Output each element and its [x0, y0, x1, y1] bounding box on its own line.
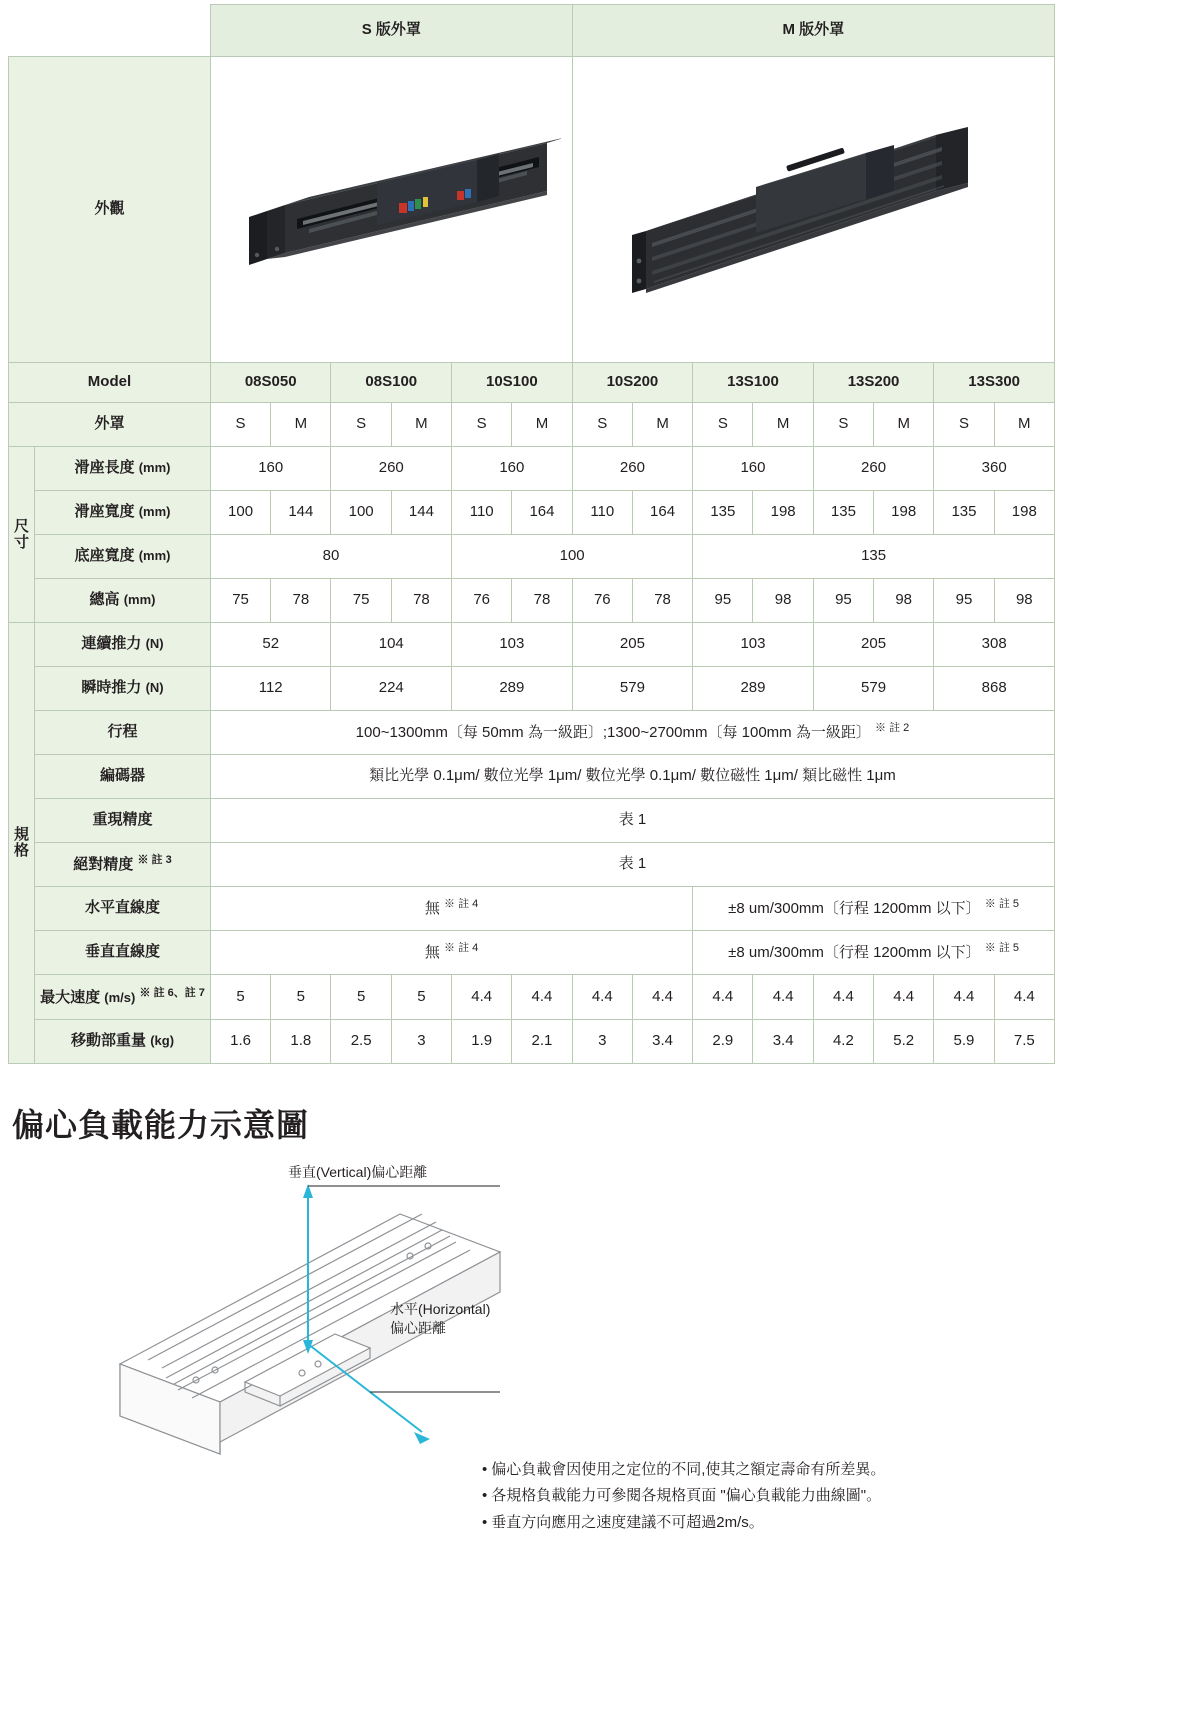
- row-label-cover: 外罩: [9, 403, 211, 447]
- max-speed-5: 4.4: [512, 975, 572, 1020]
- row-label-encoder: 編碼器: [35, 755, 211, 799]
- total-height-row: [9, 579, 1055, 623]
- peak-force-5: 579: [813, 667, 934, 711]
- cover-cell-0: S: [210, 403, 270, 447]
- total-height-3: 78: [391, 579, 451, 623]
- cover-cell-5: M: [512, 403, 572, 447]
- total-height-13: 98: [994, 579, 1054, 623]
- row-label-vertical-straightness: 垂直直線度: [35, 931, 211, 975]
- slider-length-4: 160: [693, 447, 814, 491]
- specification-table: [8, 4, 1055, 1064]
- max-speed-7: 4.4: [632, 975, 692, 1020]
- eccentric-notes: [482, 1457, 885, 1536]
- row-label-total-height: 總高 (mm): [35, 579, 211, 623]
- max-speed-12: 4.4: [934, 975, 994, 1020]
- peak-force-1: 224: [331, 667, 452, 711]
- cover-header-row: [9, 5, 1055, 57]
- total-height-8: 95: [693, 579, 753, 623]
- row-label-moving-mass: 移動部重量 (kg): [35, 1020, 211, 1064]
- row-label-base-width: 底座寬度 (mm): [35, 535, 211, 579]
- slider-width-10: 135: [813, 491, 873, 535]
- slider-width-3: 144: [391, 491, 451, 535]
- max-speed-10: 4.4: [813, 975, 873, 1020]
- slider-length-5: 260: [813, 447, 934, 491]
- horizontal-straightness-row: [9, 887, 1055, 931]
- slider-width-0: 100: [210, 491, 270, 535]
- moving-mass-0: 1.6: [210, 1020, 270, 1064]
- slider-width-1: 144: [271, 491, 331, 535]
- base-width-0: 80: [210, 535, 451, 579]
- max-speed-13: 4.4: [994, 975, 1054, 1020]
- max-speed-row: [9, 975, 1055, 1020]
- total-height-7: 78: [632, 579, 692, 623]
- row-label-peak-force: 瞬時推力 (N): [35, 667, 211, 711]
- vertical-straightness-row: [9, 931, 1055, 975]
- model-13S100: 13S100: [693, 363, 814, 403]
- slider-length-row: [9, 447, 1055, 491]
- eccentric-section-title: 偏心負載能力示意圖: [12, 1107, 310, 1143]
- peak-force-6: 868: [934, 667, 1055, 711]
- max-speed-3: 5: [391, 975, 451, 1020]
- total-height-6: 76: [572, 579, 632, 623]
- max-speed-0: 5: [210, 975, 270, 1020]
- row-label-accuracy: 絕對精度 $^{※ 註 3}$: [35, 843, 211, 887]
- row-label-horizontal-straightness: 水平直線度: [35, 887, 211, 931]
- stroke-value: 100~1300mm〔每 50mm 為一級距〕;1300~2700mm〔每 100mm 為一級距〕 $^{※ 註 2}$: [210, 711, 1054, 755]
- base-width-1: 100: [452, 535, 693, 579]
- cover-cell-11: M: [874, 403, 934, 447]
- encoder-row: [9, 755, 1055, 799]
- header-s-cover: S 版外罩: [210, 5, 572, 57]
- slider-width-2: 100: [331, 491, 391, 535]
- moving-mass-9: 3.4: [753, 1020, 813, 1064]
- repeatability-value: 表 1: [210, 799, 1054, 843]
- slider-width-9: 198: [753, 491, 813, 535]
- encoder-value: 類比光學 0.1μm/ 數位光學 1μm/ 數位光學 0.1μm/ 數位磁性 1μm/ 類比磁性 1μm: [210, 755, 1054, 799]
- slider-length-1: 260: [331, 447, 452, 491]
- max-speed-6: 4.4: [572, 975, 632, 1020]
- peak-force-4: 289: [693, 667, 814, 711]
- slider-width-5: 164: [512, 491, 572, 535]
- model-10S200: 10S200: [572, 363, 693, 403]
- cont-force-5: 205: [813, 623, 934, 667]
- eccentric-load-diagram: [0, 1152, 1179, 1572]
- slider-width-4: 110: [452, 491, 512, 535]
- cont-force-4: 103: [693, 623, 814, 667]
- slider-width-7: 164: [632, 491, 692, 535]
- repeatability-row: [9, 799, 1055, 843]
- cover-cell-3: M: [391, 403, 451, 447]
- cont-force-0: 52: [210, 623, 331, 667]
- total-height-11: 98: [874, 579, 934, 623]
- slider-length-2: 160: [452, 447, 573, 491]
- total-height-0: 75: [210, 579, 270, 623]
- peak-force-3: 579: [572, 667, 693, 711]
- model-08S100: 08S100: [331, 363, 452, 403]
- accuracy-row: [9, 843, 1055, 887]
- eccentric-note-1: • 偏心負載會因使用之定位的不同,使其之額定壽命有所差異。: [482, 1457, 885, 1483]
- max-speed-9: 4.4: [753, 975, 813, 1020]
- horizontal-straightness-right: ±8 um/300mm〔行程 1200mm 以下〕 $^{※ 註 5}$: [693, 887, 1055, 931]
- cont-force-1: 104: [331, 623, 452, 667]
- stroke-row: [9, 711, 1055, 755]
- max-speed-1: 5: [271, 975, 331, 1020]
- cover-cell-2: S: [331, 403, 391, 447]
- row-label-repeatability: 重現精度: [35, 799, 211, 843]
- peak-force-0: 112: [210, 667, 331, 711]
- moving-mass-4: 1.9: [452, 1020, 512, 1064]
- moving-mass-13: 7.5: [994, 1020, 1054, 1064]
- cover-cell-4: S: [452, 403, 512, 447]
- accuracy-value: 表 1: [210, 843, 1054, 887]
- max-speed-2: 5: [331, 975, 391, 1020]
- model-08S050: 08S050: [210, 363, 331, 403]
- base-width-2: 135: [693, 535, 1055, 579]
- model-10S100: 10S100: [452, 363, 573, 403]
- row-label-continuous-force: 連續推力 (N): [35, 623, 211, 667]
- cover-type-row: [9, 403, 1055, 447]
- cover-cell-6: S: [572, 403, 632, 447]
- moving-mass-6: 3: [572, 1020, 632, 1064]
- group-label-dimension: 尺寸: [9, 447, 35, 623]
- slider-length-0: 160: [210, 447, 331, 491]
- moving-mass-7: 3.4: [632, 1020, 692, 1064]
- moving-mass-10: 4.2: [813, 1020, 873, 1064]
- moving-mass-row: [9, 1020, 1055, 1064]
- model-13S300: 13S300: [934, 363, 1055, 403]
- moving-mass-11: 5.2: [874, 1020, 934, 1064]
- label-vertical-eccentric-distance: 垂直(Vertical)偏心距離: [288, 1164, 428, 1180]
- moving-mass-5: 2.1: [512, 1020, 572, 1064]
- moving-mass-2: 2.5: [331, 1020, 391, 1064]
- cover-cell-12: S: [934, 403, 994, 447]
- cover-cell-13: M: [994, 403, 1054, 447]
- slider-length-6: 360: [934, 447, 1055, 491]
- total-height-12: 95: [934, 579, 994, 623]
- total-height-4: 76: [452, 579, 512, 623]
- slider-length-3: 260: [572, 447, 693, 491]
- eccentric-actuator-illustration: [70, 1164, 590, 1494]
- slider-width-8: 135: [693, 491, 753, 535]
- total-height-9: 98: [753, 579, 813, 623]
- cont-force-3: 205: [572, 623, 693, 667]
- horizontal-straightness-left: 無 $^{※ 註 4}$: [210, 887, 692, 931]
- row-label-slider-length: 滑座長度 (mm): [35, 447, 211, 491]
- max-speed-11: 4.4: [874, 975, 934, 1020]
- continuous-force-row: [9, 623, 1055, 667]
- moving-mass-8: 2.9: [693, 1020, 753, 1064]
- moving-mass-12: 5.9: [934, 1020, 994, 1064]
- total-height-10: 95: [813, 579, 873, 623]
- slider-width-6: 110: [572, 491, 632, 535]
- row-label-stroke: 行程: [35, 711, 211, 755]
- moving-mass-1: 1.8: [271, 1020, 331, 1064]
- moving-mass-3: 3: [391, 1020, 451, 1064]
- slider-width-row: [9, 491, 1055, 535]
- group-label-spec: 規格: [9, 623, 35, 1064]
- row-label-slider-width: 滑座寬度 (mm): [35, 491, 211, 535]
- cover-cell-9: M: [753, 403, 813, 447]
- eccentric-note-2: • 各規格負載能力可參閱各規格頁面 "偏心負載能力曲線圖"。: [482, 1483, 885, 1509]
- eccentric-note-3: • 垂直方向應用之速度建議不可超過2m/s。: [482, 1510, 885, 1536]
- vertical-straightness-right: ±8 um/300mm〔行程 1200mm 以下〕 $^{※ 註 5}$: [693, 931, 1055, 975]
- total-height-5: 78: [512, 579, 572, 623]
- slider-width-12: 135: [934, 491, 994, 535]
- appearance-photo-m: [572, 57, 1054, 363]
- total-height-1: 78: [271, 579, 331, 623]
- appearance-label: 外觀: [9, 57, 211, 363]
- actuator-m-image: [628, 105, 998, 315]
- max-speed-4: 4.4: [452, 975, 512, 1020]
- slider-width-13: 198: [994, 491, 1054, 535]
- label-horizontal-eccentric-distance: 水平(Horizontal) 偏心距離: [390, 1301, 491, 1336]
- peak-force-2: 289: [452, 667, 573, 711]
- cover-cell-7: M: [632, 403, 692, 447]
- model-row: [9, 363, 1055, 403]
- model-13S200: 13S200: [813, 363, 934, 403]
- actuator-s-image: [221, 115, 561, 305]
- appearance-row: [9, 57, 1055, 363]
- cont-force-2: 103: [452, 623, 573, 667]
- cover-cell-8: S: [693, 403, 753, 447]
- total-height-2: 75: [331, 579, 391, 623]
- max-speed-8: 4.4: [693, 975, 753, 1020]
- row-label-max-speed: 最大速度 (m/s) $^{※ 註 6、註 7}$: [35, 975, 211, 1020]
- cover-cell-1: M: [271, 403, 331, 447]
- peak-force-row: [9, 667, 1055, 711]
- slider-width-11: 198: [874, 491, 934, 535]
- vertical-straightness-left: 無 $^{※ 註 4}$: [210, 931, 692, 975]
- appearance-photo-s: [210, 57, 572, 363]
- header-m-cover: M 版外罩: [572, 5, 1054, 57]
- cover-cell-10: S: [813, 403, 873, 447]
- cont-force-6: 308: [934, 623, 1055, 667]
- model-label: Model: [9, 363, 211, 403]
- base-width-row: [9, 535, 1055, 579]
